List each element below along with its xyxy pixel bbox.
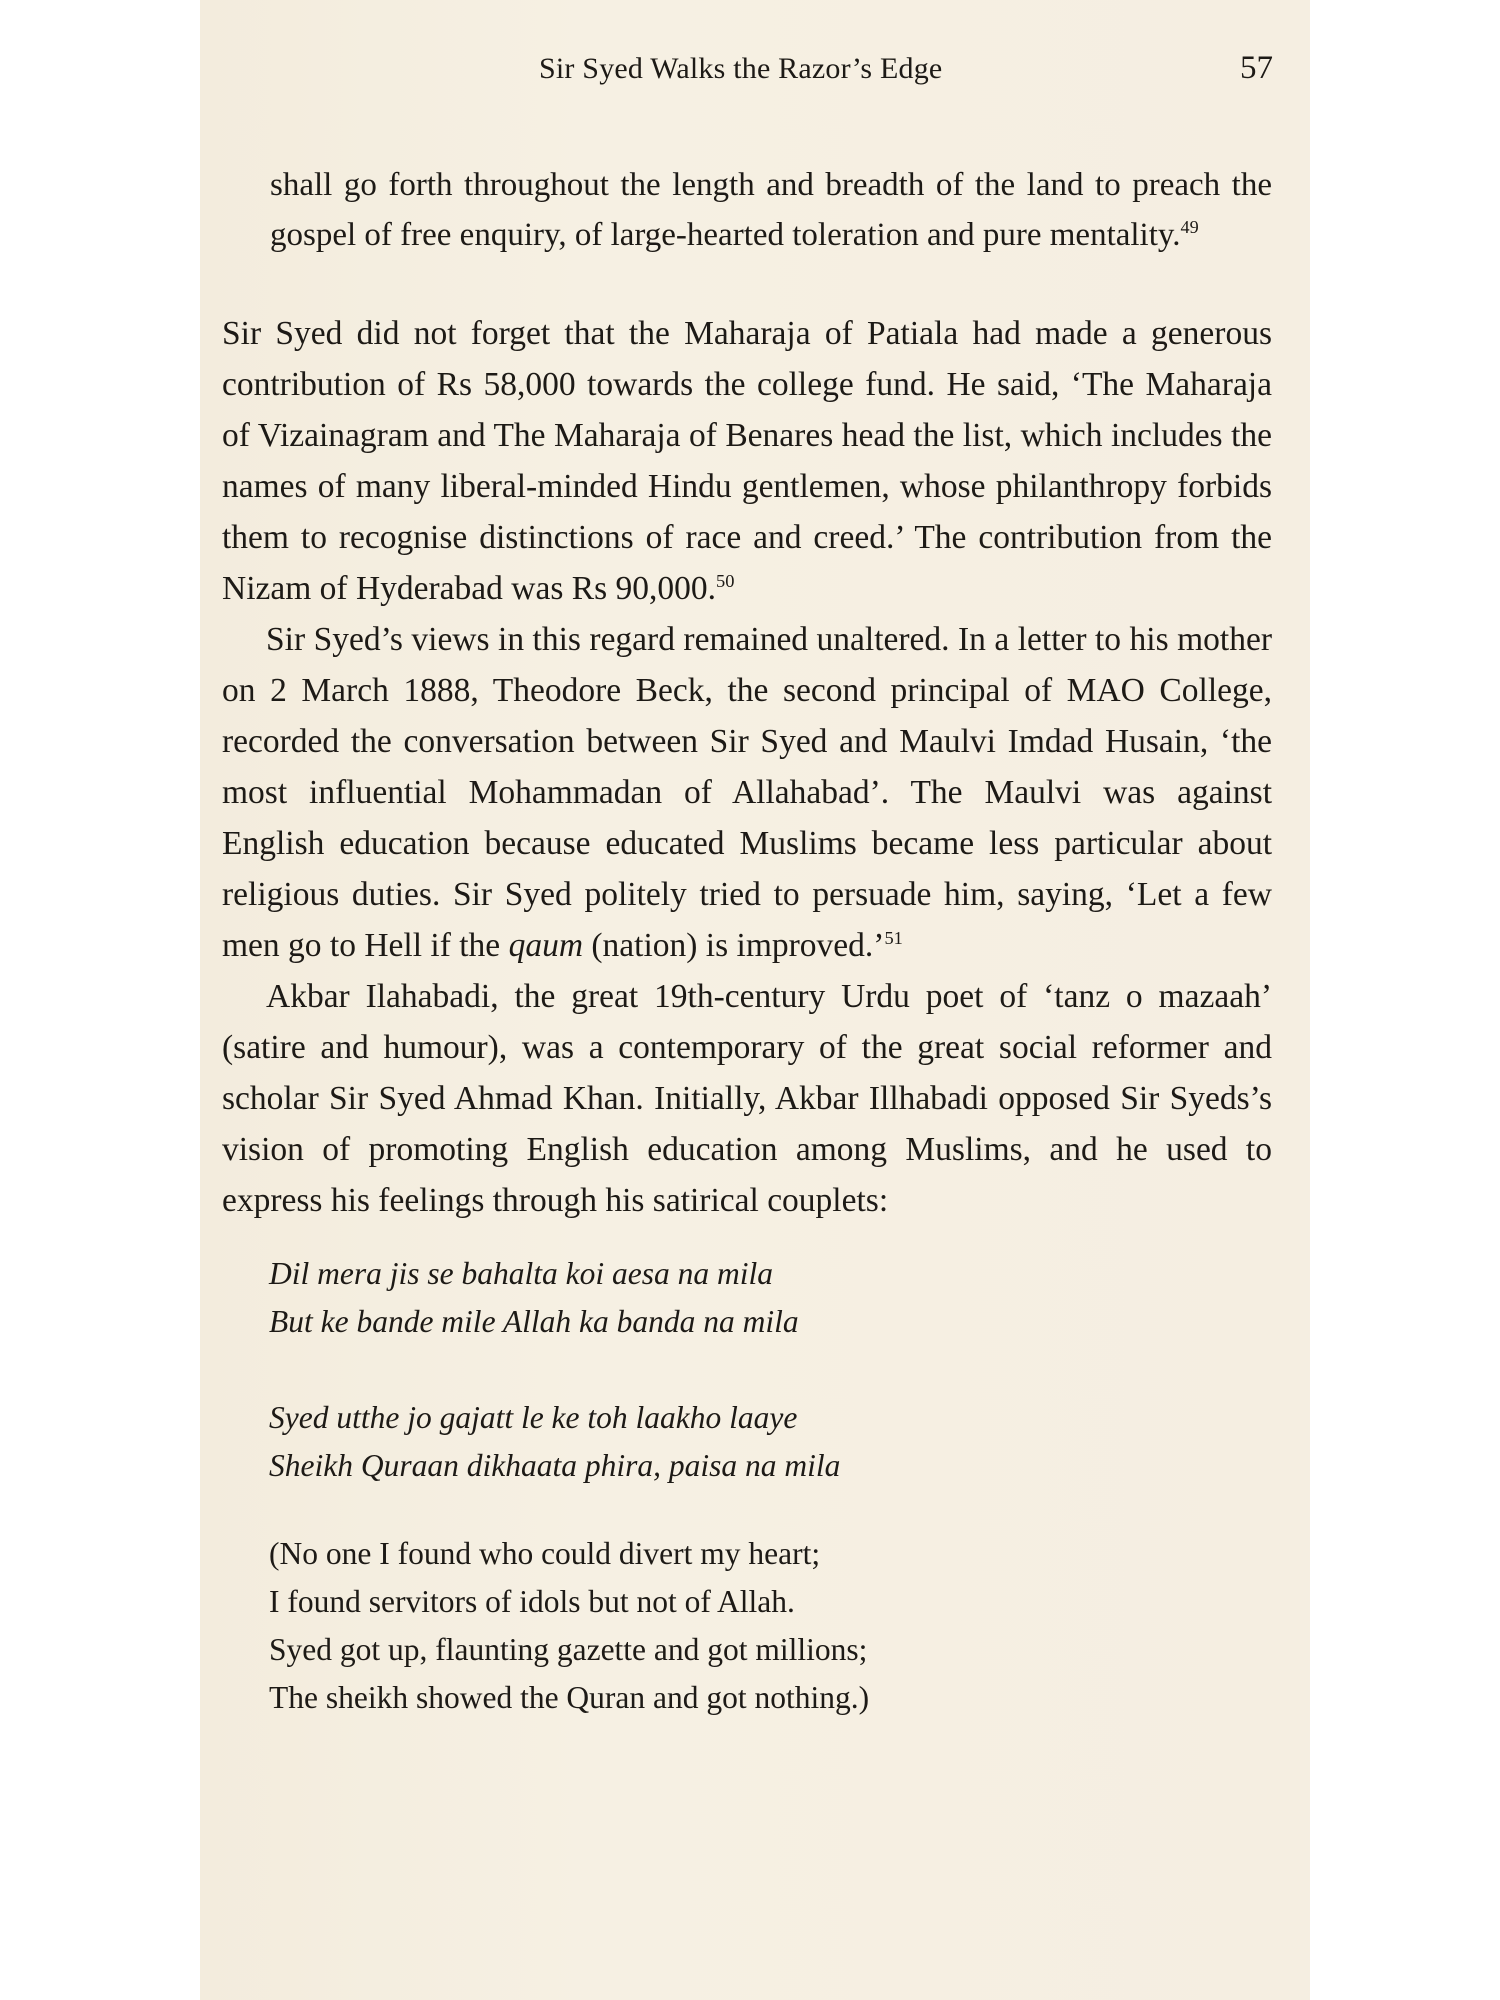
couplet-line: Sheikh Quraan dikhaata phira, paisa na mila [269,1448,841,1483]
couplet-2 [269,1394,1272,1490]
footnote-ref-49: 49 [1180,217,1199,237]
couplet-line: Syed utthe jo gajatt le ke toh laakho laaye [269,1400,798,1435]
translation-line: Syed got up, flaunting gazette and got millions; [269,1632,868,1667]
couplet-line: Dil mera jis se bahalta koi aesa na mila [269,1256,773,1291]
footnote-ref-51: 51 [884,927,903,948]
translation-line: The sheikh showed the Quran and got nothing.) [269,1680,870,1715]
paragraph-text: Sir Syed’s views in this regard remained unaltered. In a letter to his mother on 2 March 1888, Theodore Beck, the second principal of MAO College, recorded the conversation between Sir Syed and Maulvi Imdad Husain, ‘the most influential Mohammadan of Allahabad’. The Maulvi was against English education because educated Muslims became less particular about religious duties. Sir Syed politely tried to persuade him, saying, ‘Let a few men go to Hell if the [222,621,1272,964]
italic-term-qaum: qaum [508,927,584,964]
paragraph-akbar-ilahabadi [222,971,1272,1226]
paragraph-text: Sir Syed did not forget that the Maharaja of Patiala had made a generous contribution of Rs 58,000 towards the college fund. He said, ‘The Maharaja of Vizainagram and The Maharaja of Benares head the list, which includes the names of many liberal-minded Hindu gentlemen, whose philanthropy forbids them to recognise distinctions of race and creed.’ The contribution from the Nizam of Hyderabad was Rs 90,000. [222,315,1272,607]
running-head [200,48,1310,92]
couplet-line: But ke bande mile Allah ka banda na mila [269,1304,799,1339]
paragraph-text: Akbar Ilahabadi, the great 19th-century Urdu poet of ‘tanz o mazaah’ (satire and humour), was a contemporary of the great social reformer and scholar Sir Syed Ahmad Khan. Initially, Akbar Illhabadi opposed Sir Syeds’s vision of promoting English education among Muslims, and he used to express his feelings through his satirical couplets: [222,978,1272,1219]
block-quote-text: shall go forth throughout the length and breadth of the land to preach the gospel of free enquiry, of large-hearted toleration and pure mentality. [270,167,1272,253]
block-quote [270,160,1272,260]
translation-line: (No one I found who could divert my heart; [269,1536,821,1571]
footnote-ref-50: 50 [716,570,735,591]
paragraph-beck-letter [222,614,1272,971]
page-body [222,160,1272,1722]
paragraph-text-end: (nation) is improved.’ [583,927,885,964]
couplet-1 [269,1250,1272,1346]
translation-line: I found servitors of idols but not of Allah. [269,1584,795,1619]
book-page [200,0,1310,2000]
running-title: Sir Syed Walks the Razor’s Edge [539,52,943,85]
paragraph-patiala-contribution [222,308,1272,614]
couplet-translation [269,1530,1272,1722]
page-number: 57 [1240,50,1273,86]
